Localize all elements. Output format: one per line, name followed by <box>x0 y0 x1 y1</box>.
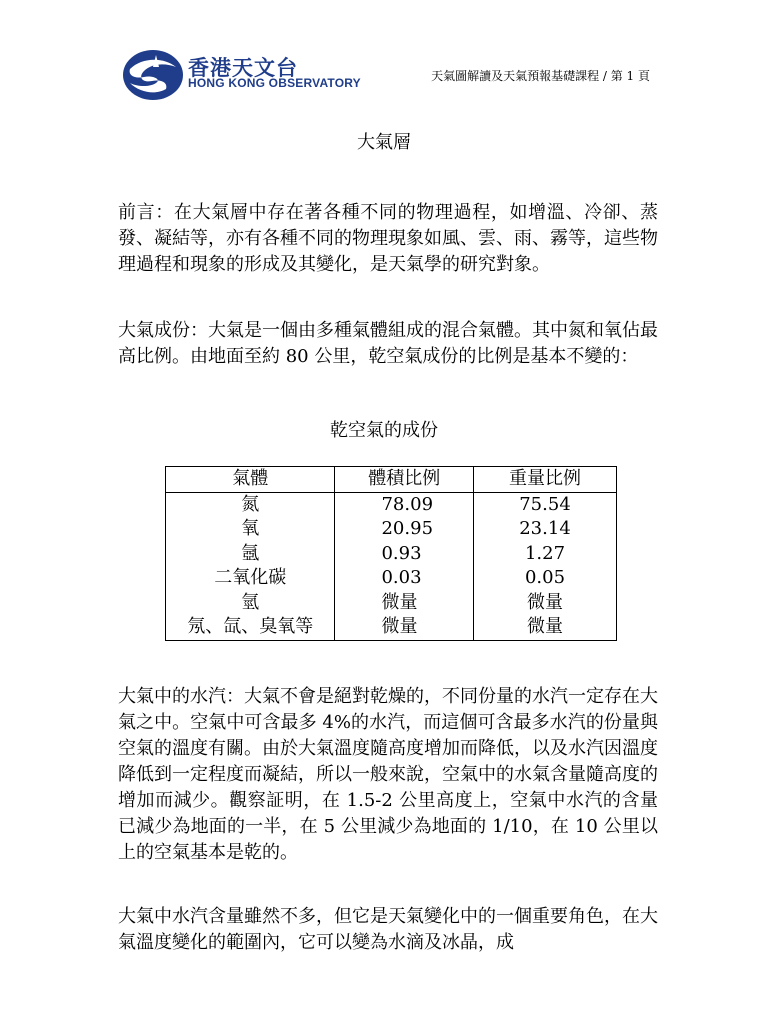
logo-chinese-name: 香港天文台 <box>188 56 298 80</box>
volume-cell: 微量 <box>335 591 474 616</box>
running-head: 天氣圖解讀及天氣預報基礎課程 / 第 1 頁 <box>431 69 650 83</box>
table-row <box>166 542 617 567</box>
volume-cell: 0.93 <box>335 542 474 567</box>
column-header-weight: 重量比例 <box>474 467 617 493</box>
weight-cell: 微量 <box>474 615 617 640</box>
gas-name-cell: 氮 <box>166 492 335 517</box>
table-row <box>166 517 617 542</box>
volume-cell: 微量 <box>335 615 474 640</box>
column-header-volume: 體積比例 <box>335 467 474 493</box>
volume-cell: 20.95 <box>335 517 474 542</box>
paragraph-intro: 前言：在大氣層中存在著各種不同的物理過程，如增溫、冷卻、蒸發、凝結等，亦有各種不同的物理現象如風、雲、雨、霧等，這些物理過程和現象的形成及其變化，是天氣學的研究對象。 <box>118 202 658 275</box>
paragraph-composition: 大氣成份：大氣是一個由多種氣體組成的混合氣體。其中氮和氧佔最高比例。由地面至約 80 公里，乾空氣成份的比例是基本不變的： <box>118 320 658 367</box>
table-header-row <box>166 467 617 493</box>
volume-cell: 78.09 <box>335 492 474 517</box>
table-row <box>166 591 617 616</box>
paragraph-water-vapour: 大氣中的水汽：大氣不會是絕對乾燥的，不同份量的水汽一定存在大氣之中。空氣中可含最多 4%的水汽，而這個可含最多水汽的份量與空氣的溫度有關。由於大氣溫度隨高度增加而降低，以及水汽因溫度降低到一定程度而凝結，所以一般來說，空氣中的水氣含量隨高度的增加而減少。觀察証明，在 1.5-2 公里高度上，空氣中水汽的含量已減少為地面的一半，在 5 公里減少為地面的 1/10，在 10 公里以上的空氣基本是乾的。 <box>118 686 658 863</box>
weight-cell: 微量 <box>474 591 617 616</box>
table-caption: 乾空氣的成份 <box>330 420 438 441</box>
gas-name-cell: 氫 <box>166 591 335 616</box>
dry-air-composition-table <box>165 466 617 641</box>
page-title: 大氣層 <box>357 132 411 153</box>
gas-name-cell: 二氧化碳 <box>166 566 335 591</box>
table-row <box>166 615 617 640</box>
observatory-emblem-icon <box>122 49 184 101</box>
gas-name-cell: 氧 <box>166 517 335 542</box>
weight-cell: 23.14 <box>474 517 617 542</box>
volume-cell: 0.03 <box>335 566 474 591</box>
gas-name-cell: 氖、氙、臭氧等 <box>166 615 335 640</box>
weight-cell: 75.54 <box>474 492 617 517</box>
column-header-gas: 氣體 <box>166 467 335 493</box>
table-row <box>166 566 617 591</box>
observatory-logo <box>122 49 362 101</box>
paragraph-water-vapour-role: 大氣中水汽含量雖然不多，但它是天氣變化中的一個重要角色，在大氣溫度變化的範圍內，它可以變為水滴及冰晶，成 <box>118 906 658 953</box>
weight-cell: 0.05 <box>474 566 617 591</box>
logo-english-name: HONG KONG OBSERVATORY <box>188 76 361 90</box>
weight-cell: 1.27 <box>474 542 617 567</box>
gas-name-cell: 氬 <box>166 542 335 567</box>
table-row <box>166 492 617 517</box>
